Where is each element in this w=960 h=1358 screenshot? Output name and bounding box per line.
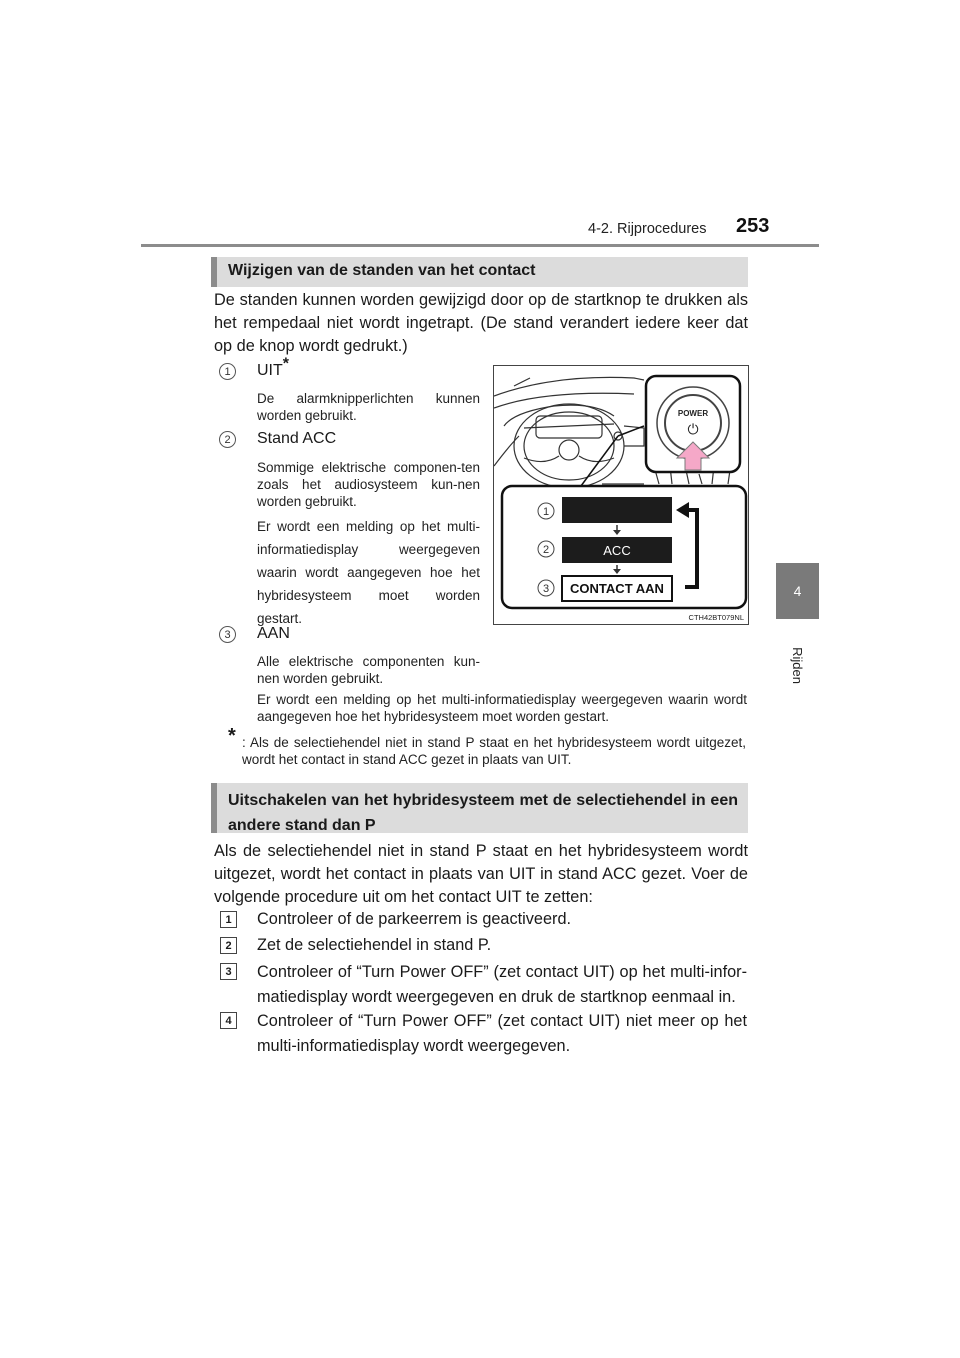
mode-number-1: 1	[542, 506, 550, 518]
dashboard-drawing	[494, 366, 749, 625]
step-text-1: Controleer of de parkeerrem is geactiveerd.	[257, 910, 572, 928]
item-title-off: UIT*	[257, 355, 290, 379]
power-label: POWER	[677, 409, 709, 418]
item-number-3: 3	[219, 626, 236, 643]
section2-intro: Als de selectiehendel niet in stand P staat en het hybridesysteem wordt uitgezet, wordt het contact in plaats van UIT in stand ACC gezet. Voer de volgende procedure uit om het contact UIT te zetten:	[214, 842, 748, 906]
step-text-2: Zet de selectiehendel in stand P.	[257, 936, 492, 954]
step-number-1: 1	[220, 911, 237, 928]
section-heading-shutdown-not-in-p: Uitschakelen van het hybridesysteem met de selectiehendel in een andere stand dan P	[211, 783, 748, 833]
item-text-on-1: Alle elektrische componenten kun-nen worden gebruikt.	[257, 654, 480, 686]
item-text-off: De alarmknipperlichten kunnen worden gebruikt.	[257, 391, 480, 423]
section1-intro: De standen kunnen worden gewijzigd door op de startknop te drukken als het rempedaal niet wordt ingetrapt. (De stand verandert iedere keer dat op de knop wordt gedrukt.)	[214, 291, 748, 355]
footnote-mark: *	[228, 725, 236, 747]
power-icon: ⏻	[687, 422, 699, 438]
power-switch-illustration	[493, 365, 749, 625]
mode-acc-label: ACC	[603, 543, 631, 558]
section-heading-ignition-modes: Wijzigen van de standen van het contact	[211, 257, 748, 287]
item-text-acc-2: Er wordt een melding op het multi-informatiedisplay weergegeven waarin wordt aangegeven hoe het hybridesysteem moet worden gestart.	[257, 519, 480, 626]
item-title-acc: Stand ACC	[257, 430, 337, 447]
header-rule	[141, 244, 819, 247]
mode-number-2: 2	[542, 544, 550, 556]
page-number: 253	[736, 215, 770, 237]
footnote-text: : Als de selectiehendel niet in stand P staat en het hybridesysteem wordt uitgezet, wordt het contact in stand ACC gezet in plaats van UIT.	[242, 735, 746, 767]
item-number-1: 1	[219, 363, 236, 380]
figure-code: CTH42BT079NL	[688, 613, 744, 622]
step-number-4: 4	[220, 1012, 237, 1029]
item-title-on: AAN	[257, 625, 290, 642]
step-text-3: Controleer of “Turn Power OFF” (zet contact UIT) op het multi-infor-matiedisplay wordt weergegeven en druk de startknop eenmaal in.	[257, 963, 747, 1006]
item-text-acc-1: Sommige elektrische componen-ten zoals het audiosysteem kun-nen worden gebruikt.	[257, 460, 480, 509]
chapter-tab	[776, 563, 819, 619]
item-number-2: 2	[219, 431, 236, 448]
step-text-4: Controleer of “Turn Power OFF” (zet contact UIT) niet meer op het multi-informatiedisplay wordt weergegeven.	[257, 1012, 747, 1055]
step-number-2: 2	[220, 937, 237, 954]
chapter-number: 4	[793, 583, 802, 599]
item-text-on-2: Er wordt een melding op het multi-informatiedisplay weergegeven waarin wordt aangegeven hoe het hybridesysteem moet worden gestart.	[257, 692, 747, 724]
mode-number-3: 3	[542, 583, 550, 595]
mode-on-label: CONTACT AAN	[570, 581, 664, 596]
chapter-label: Rijden	[789, 646, 805, 684]
step-number-3: 3	[220, 963, 237, 980]
running-header-section: 4-2. Rijprocedures	[588, 221, 707, 237]
